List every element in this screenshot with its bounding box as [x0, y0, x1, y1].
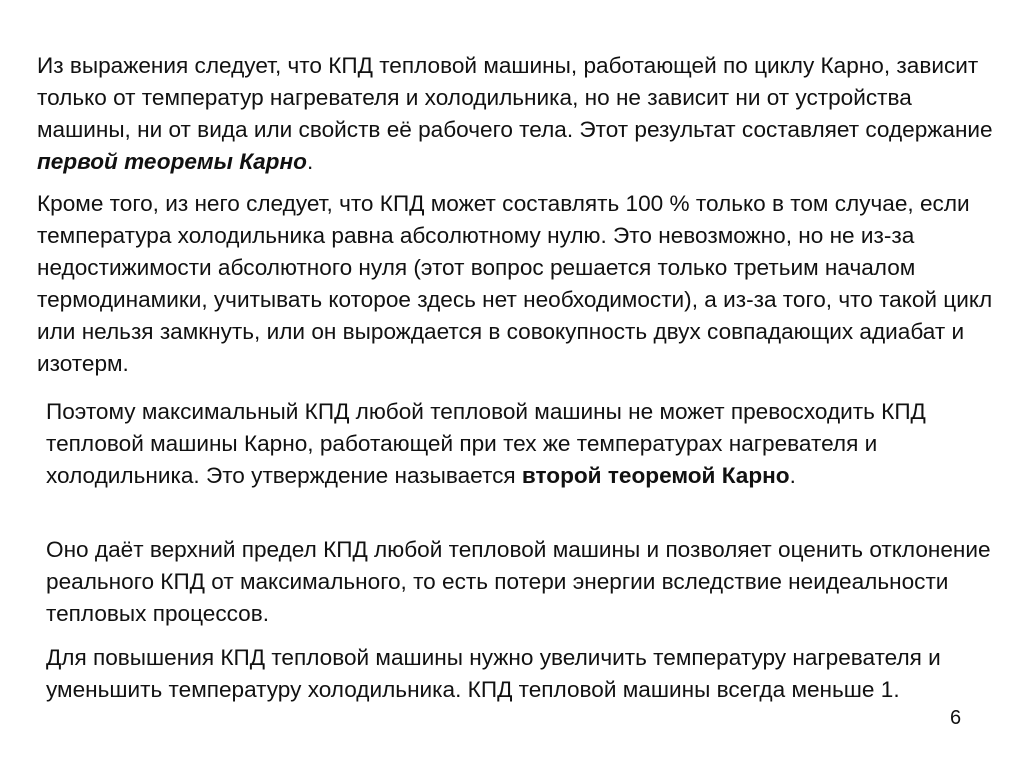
- paragraph-text: Для повышения КПД тепловой машины нужно увеличить температуру нагревателя и уменьшить температуру холодильника. КПД тепловой машины всегда меньше 1.: [46, 645, 941, 702]
- first-theorem-emphasis: первой теоремы Карно: [37, 149, 307, 174]
- paragraph-text-before: Поэтому максимальный КПД любой тепловой машины не может превосходить КПД тепловой машины Карно, работающей при тех же температурах нагревателя и холодильника. Это утверждение называется: [46, 399, 926, 488]
- paragraph-text: Оно даёт верхний предел КПД любой тепловой машины и позволяет оценить отклонение реального КПД от максимального, то есть потери энергии вследствие неидеальности тепловых процессов.: [46, 537, 991, 626]
- paragraph-absolute-zero: [37, 188, 997, 380]
- paragraph-text: Кроме того, из него следует, что КПД может составлять 100 % только в том случае, если температура холодильника равна абсолютному нулю. Это невозможно, но не из-за недостижимости абсолютного нуля (этот вопрос решается только третьим началом термодинамики, учитывать которое здесь нет необходимости), а из-за того, что такой цикл или нельзя замкнуть, или он вырождается в совокупность двух совпадающих адиабат и изотерм.: [37, 191, 993, 376]
- second-theorem-emphasis: второй теоремой Карно: [521, 463, 790, 488]
- paragraph-text-after: .: [306, 149, 314, 174]
- paragraph-text-after: .: [789, 463, 796, 488]
- paragraph-text: [46, 396, 1006, 492]
- paragraph-efficiency-increase: [46, 642, 1006, 706]
- paragraph-text-before: Из выражения следует, что КПД тепловой машины, работающей по циклу Карно, зависит только от температур нагревателя и холодильника, но не зависит ни от устройства машины, ни от вида или свойств её рабочего тела. Этот результат составляет содержание: [37, 53, 993, 142]
- page-number: 6: [950, 707, 962, 729]
- paragraph-text: [37, 50, 997, 178]
- paragraph-second-theorem: [46, 396, 1006, 492]
- paragraph-upper-limit: [46, 534, 1006, 630]
- paragraph-first-theorem: [37, 50, 997, 178]
